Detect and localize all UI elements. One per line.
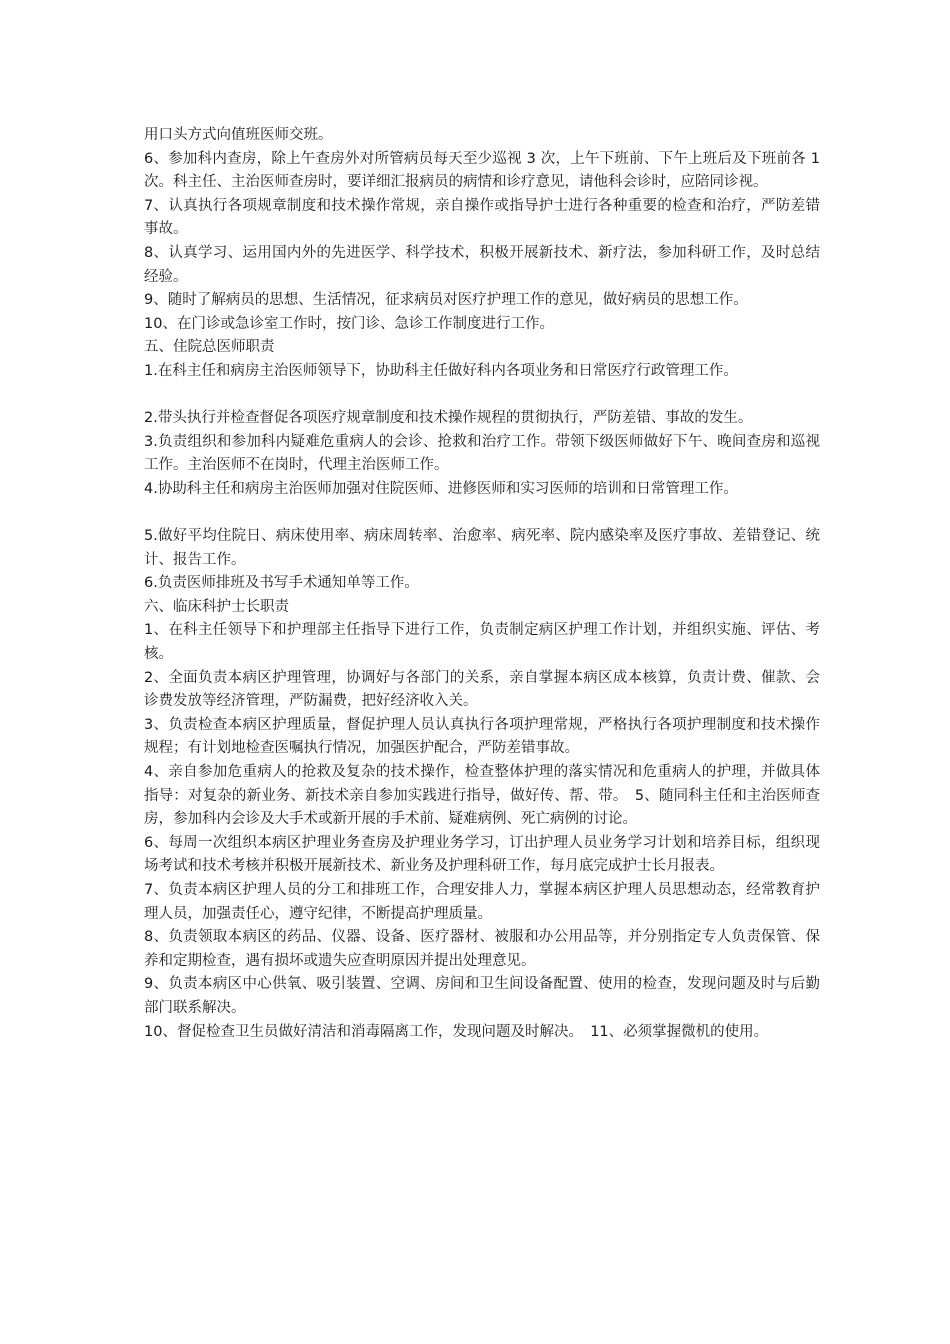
paragraph: 7、认真执行各项规章制度和技术操作常规，亲自操作或指导护士进行各种重要的检查和治疗，严防差错事故。 [144, 197, 820, 238]
paragraph: 8、负责领取本病区的药品、仪器、设备、医疗器材、被服和办公用品等，并分别指定专人负责保管、保养和定期检查，遇有损坏或遗失应查明原因并提出处理意见。 [144, 929, 820, 969]
section-heading: 五、住院总医师职责 [144, 339, 275, 356]
paragraph: 10、在门诊或急诊室工作时，按门诊、急诊工作制度进行工作。 [144, 315, 554, 332]
paragraph: 10、督促检查卫生员做好清洁和消毒隔离工作，发现问题及时解决。 11、必须掌握微机的使用。 [144, 1023, 769, 1040]
paragraph: 5.做好平均住院日、病床使用率、病床周转率、治愈率、病死率、院内感染率及医疗事故、差错登记、统计、报告工作。 [144, 528, 820, 568]
paragraph: 1.在科主任和病房主治医师领导下，协助科主任做好科内各项业务和日常医疗行政管理工作。 [144, 362, 738, 379]
paragraph: 2、全面负责本病区护理管理，协调好与各部门的关系，亲自掌握本病区成本核算，负责计费、催款、会诊费发放等经济管理，严防漏费，把好经济收入关。 [144, 669, 820, 710]
paragraph: 1、在科主任领导下和护理部主任指导下进行工作，负责制定病区护理工作计划，并组织实施、评估、考核。 [144, 622, 820, 663]
document-body [144, 124, 820, 1044]
paragraph: 4.协助科主任和病房主治医师加强对住院医师、进修医师和实习医师的培训和日常管理工作。 [144, 480, 738, 497]
paragraph: 3、负责检查本病区护理质量，督促护理人员认真执行各项护理常规，严格执行各项护理制度和技术操作规程；有计划地检查医嘱执行情况，加强医护配合，严防差错事故。 [144, 716, 820, 757]
paragraph: 6.负责医师排班及书写手术通知单等工作。 [144, 575, 419, 592]
paragraph: 9、负责本病区中心供氧、吸引装置、空调、房间和卫生间设备配置、使用的检查，发现问题及时与后勤部门联系解决。 [144, 976, 820, 1016]
paragraph: 6、参加科内查房，除上午查房外对所管病员每天至少巡视 3 次，上午下班前、下午上班后及下班前各 1 次。科主任、主治医师查房时，要详细汇报病员的病情和诊疗意见，请他科会诊时，应陪同诊视。 [144, 150, 820, 191]
paragraph: 9、随时了解病员的思想、生活情况，征求病员对医疗护理工作的意见，做好病员的思想工作。 [144, 292, 748, 309]
paragraph: 4、亲自参加危重病人的抢救及复杂的技术操作，检查整体护理的落实情况和危重病人的护理，并做具体指导：对复杂的新业务、新技术亲自参加实践进行指导，做好传、帮、带。 5、随同科主任和主治医师查房，参加科内会诊及大手术或新开展的手术前、疑难病例、死亡病例的讨论。 [144, 764, 820, 828]
paragraph: 6、每周一次组织本病区护理业务查房及护理业务学习，订出护理人员业务学习计划和培养目标，组织现场考试和技术考核并积极开展新技术、新业务及护理科研工作，每月底完成护士长月报表。 [144, 834, 820, 875]
blank-line [144, 502, 820, 526]
paragraph: 8、认真学习、运用国内外的先进医学、科学技术，积极开展新技术、新疗法，参加科研工作，及时总结经验。 [144, 244, 820, 285]
paragraph: 3.负责组织和参加科内疑难危重病人的会诊、抢救和治疗工作。带领下级医师做好下午、晚间查房和巡视工作。主治医师不在岗时，代理主治医师工作。 [144, 433, 820, 474]
paragraph: 2.带头执行并检查督促各项医疗规章制度和技术操作规程的贯彻执行，严防差错、事故的发生。 [144, 410, 753, 427]
paragraph: 用口头方式向值班医师交班。 [144, 127, 333, 143]
section-heading: 六、临床科护士长职责 [144, 598, 289, 615]
blank-line [144, 384, 820, 408]
paragraph: 7、负责本病区护理人员的分工和排班工作，合理安排人力，掌握本病区护理人员思想动态，经常教育护理人员，加强责任心，遵守纪律，不断提高护理质量。 [144, 882, 820, 922]
